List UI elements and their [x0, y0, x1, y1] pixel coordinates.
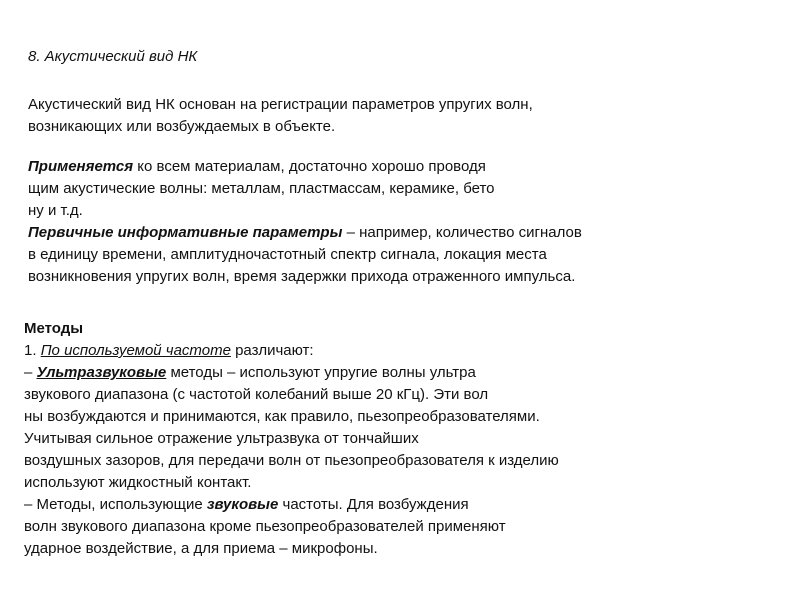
params-line-3: возникновения упругих волн, время задержки прихода отраженного импульса.: [28, 268, 576, 285]
params-line-1: [28, 222, 582, 244]
sound-line-3: ударное воздействие, а для приема – микрофоны.: [24, 540, 378, 557]
applies-text: ко всем материалам, достаточно хорошо проводя: [133, 158, 486, 175]
applies-line-3: ну и т.д.: [28, 202, 83, 219]
applies-label: Применяется: [28, 158, 134, 175]
ultrasonic-line-3: ны возбуждаются и принимаются, как правило, пьезопреобразователями.: [24, 408, 540, 425]
params-label: Первичные информативные параметры: [28, 224, 343, 241]
application-paragraph: [28, 156, 582, 288]
methods-item-1: [24, 340, 559, 362]
dash: –: [24, 364, 37, 381]
ultrasonic-line-5: воздушных зазоров, для передачи волн от пьезопреобразователя к изделию: [24, 452, 559, 469]
sound-prefix: – Методы, использующие: [24, 496, 207, 513]
frequency-criterion: По используемой частоте: [40, 342, 231, 359]
intro-paragraph: [28, 94, 533, 138]
sound-line-2: волн звукового диапазона кроме пьезопреобразователей применяют: [24, 518, 506, 535]
params-text: – например, количество сигналов: [342, 224, 582, 241]
intro-line-1: Акустический вид НК основан на регистрации параметров упругих волн,: [28, 96, 533, 113]
ultrasonic-text: методы – используют упругие волны ультра: [166, 364, 476, 381]
intro-line-2: возникающих или возбуждаемых в объекте.: [28, 118, 336, 135]
item-1-rest: различают:: [230, 342, 314, 359]
sound-text: частоты. Для возбуждения: [278, 496, 469, 513]
methods-section: [24, 318, 559, 560]
section-heading: 8. Акустический вид НК: [28, 48, 198, 65]
ultrasonic-line-6: используют жидкостный контакт.: [24, 474, 252, 491]
ultrasonic-line-2: звукового диапазона (с частотой колебаний выше 20 кГц). Эти вол: [24, 386, 489, 403]
item-number: 1.: [24, 342, 41, 359]
applies-line-2: щим акустические волны: металлам, пластмассам, керамике, бето: [28, 180, 495, 197]
ultrasonic-line-1: [24, 362, 559, 384]
params-line-2: в единицу времени, амплитудночастотный спектр сигнала, локация места: [28, 246, 547, 263]
applies-line-1: [28, 156, 582, 178]
ultrasonic-label: Ультразвуковые: [36, 364, 167, 381]
ultrasonic-line-4: Учитывая сильное отражение ультразвука от тончайших: [24, 430, 419, 447]
sound-line-1: [24, 494, 559, 516]
sound-label: звуковые: [206, 496, 279, 513]
methods-title: Методы: [24, 320, 84, 337]
